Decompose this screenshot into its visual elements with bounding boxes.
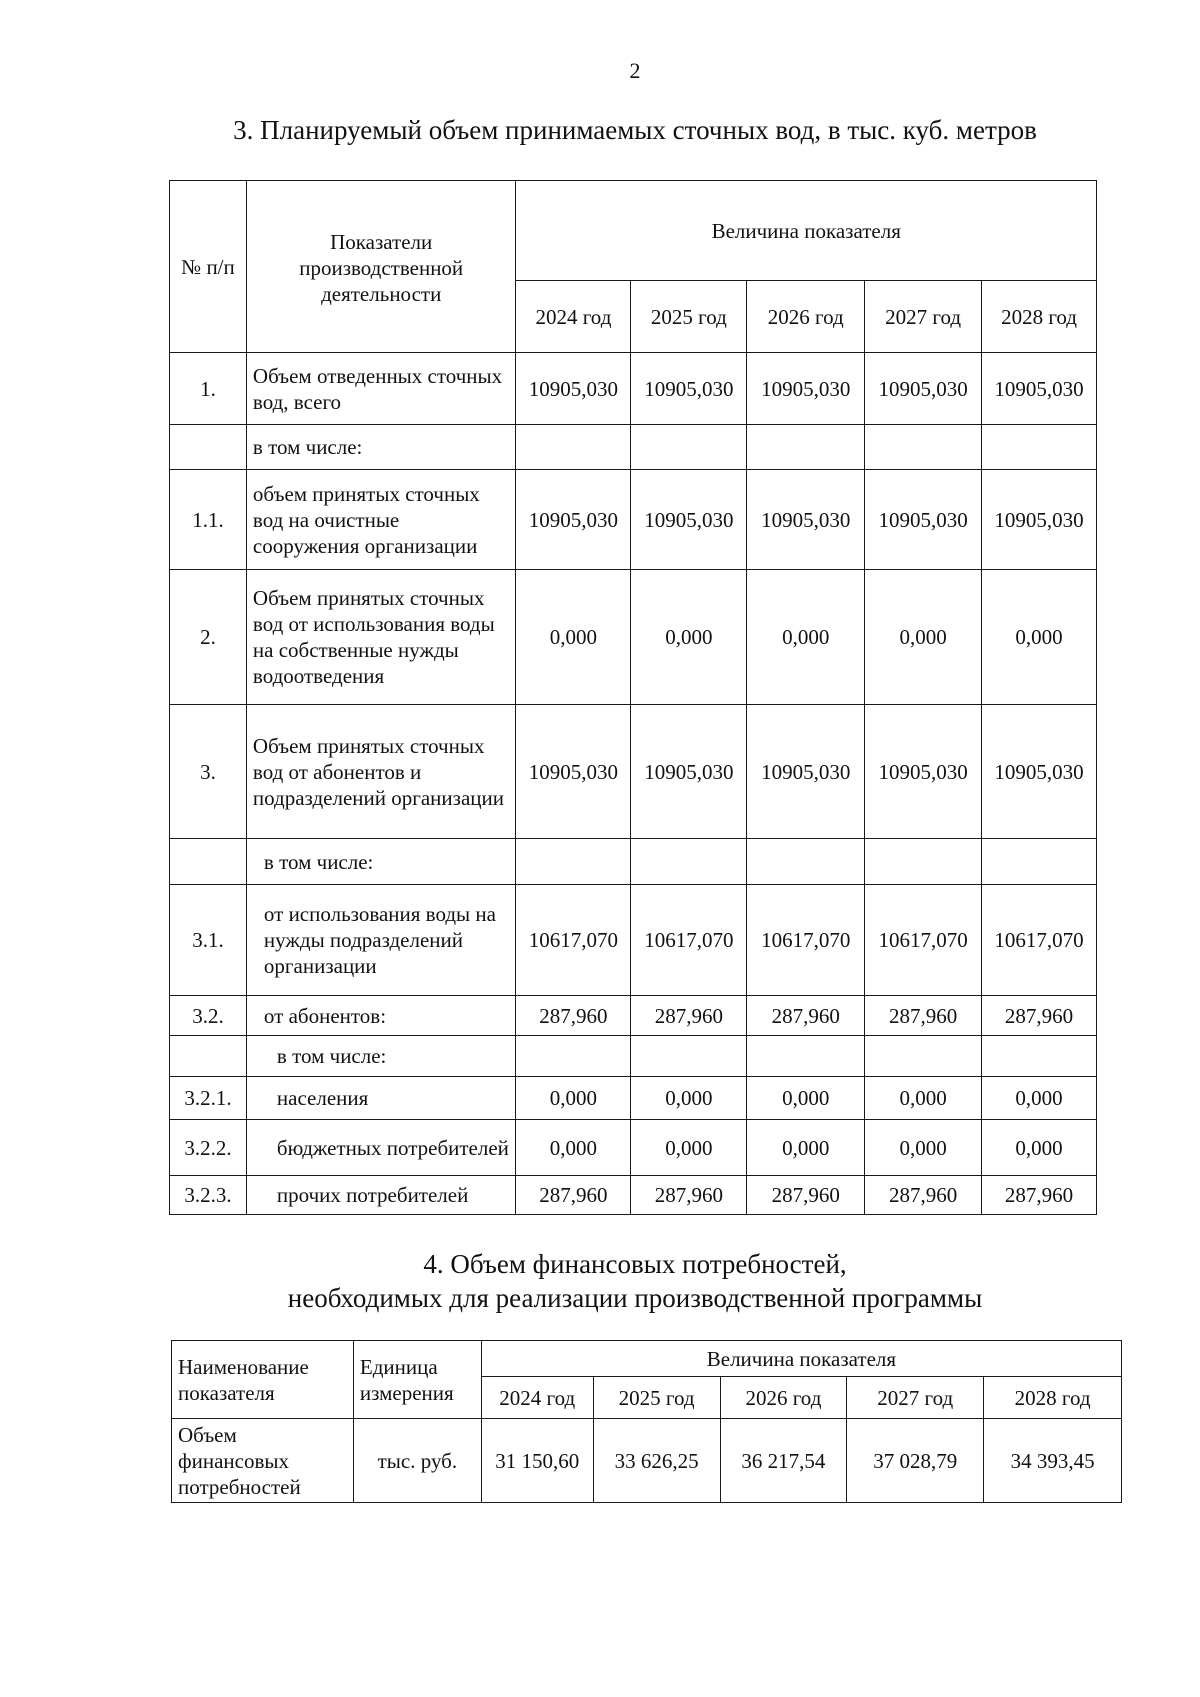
row-value: 10905,030 [747,353,865,425]
row-value: 10905,030 [865,353,982,425]
table-row [170,1036,1097,1077]
row-value: 10905,030 [516,353,631,425]
row-value: 287,960 [516,1176,631,1215]
table-row [170,470,1097,570]
table-row [170,996,1097,1036]
row-value: 0,000 [516,1120,631,1176]
row-value [747,839,865,885]
section-4-title-line2: необходимых для реализации производственной программы [287,1283,983,1313]
row-value [516,839,631,885]
row-label: населения [246,1077,516,1120]
table-row [172,1419,1122,1503]
header-year: 2025 год [631,281,747,353]
row-value: 10905,030 [982,705,1097,839]
row-value [865,425,982,470]
header-unit: Единица измерения [353,1341,481,1419]
section-4-title-line1: 4. Объем финансовых потребностей, [423,1249,847,1279]
row-value [516,425,631,470]
header-value-group: Величина показателя [516,181,1097,281]
row-value: 0,000 [631,1077,747,1120]
row-value: 10905,030 [631,353,747,425]
row-value [982,425,1097,470]
row-value [982,839,1097,885]
table-row [170,1120,1097,1176]
row-value [982,1036,1097,1077]
row-value: 287,960 [865,1176,982,1215]
header-year: 2024 год [516,281,631,353]
row-value: 10617,070 [631,885,747,996]
financial-needs-table [171,1340,1122,1503]
row-value: 34 393,45 [984,1419,1122,1503]
row-number [170,425,247,470]
row-value [865,1036,982,1077]
row-number: 2. [170,570,247,705]
row-label: прочих потребителей [246,1176,516,1215]
row-value: 287,960 [747,996,865,1036]
table-row [170,1176,1097,1215]
page-number: 2 [629,58,641,83]
row-value: 287,960 [747,1176,865,1215]
row-label: Объем отведенных сточных вод, всего [246,353,516,425]
row-value: 287,960 [982,1176,1097,1215]
row-value: 287,960 [982,996,1097,1036]
row-value: 287,960 [865,996,982,1036]
table-row [170,353,1097,425]
row-label: от абонентов: [246,996,516,1036]
row-value: 0,000 [747,1077,865,1120]
row-value: 10905,030 [865,705,982,839]
row-value: 287,960 [631,996,747,1036]
row-value [631,425,747,470]
row-value: 10905,030 [631,470,747,570]
header-indicator: Показатели производственной деятельности [246,181,516,353]
row-value: 10617,070 [516,885,631,996]
row-value: 10905,030 [747,470,865,570]
row-value: 0,000 [865,1077,982,1120]
row-value: 10617,070 [865,885,982,996]
table-row [170,705,1097,839]
row-value [747,1036,865,1077]
row-value: 10905,030 [865,470,982,570]
row-number: 3.2. [170,996,247,1036]
wastewater-volume-table [169,180,1097,1215]
row-value: 10905,030 [982,353,1097,425]
row-value: 10905,030 [747,705,865,839]
row-value: 10617,070 [982,885,1097,996]
row-value: 287,960 [631,1176,747,1215]
header-year: 2026 год [747,281,865,353]
row-number [170,839,247,885]
row-label: Объем принятых сточных вод от абонентов и подразделений организации [246,705,516,839]
row-label: Объем финансовых потребностей [172,1419,354,1503]
row-value [747,425,865,470]
header-row [172,1341,1122,1377]
row-value: 10617,070 [747,885,865,996]
row-label: в том числе: [246,839,516,885]
row-value [631,1036,747,1077]
table-row [170,1077,1097,1120]
row-value: 0,000 [982,1077,1097,1120]
header-year: 2024 год [481,1377,593,1419]
section-4-title [0,1247,1200,1315]
section-3-title: 3. Планируемый объем принимаемых сточных вод, в тыс. куб. метров [233,115,1037,145]
header-year: 2025 год [593,1377,720,1419]
header-value-group: Величина показателя [481,1341,1121,1377]
row-value: 0,000 [982,1120,1097,1176]
row-value: 33 626,25 [593,1419,720,1503]
row-value: 10905,030 [982,470,1097,570]
row-number: 3.1. [170,885,247,996]
row-number: 1. [170,353,247,425]
row-value: 0,000 [516,570,631,705]
header-year: 2028 год [984,1377,1122,1419]
table-row [170,425,1097,470]
header-year: 2028 год [982,281,1097,353]
row-value: 10905,030 [516,705,631,839]
row-number: 3.2.1. [170,1077,247,1120]
row-value: 0,000 [865,1120,982,1176]
row-label: в том числе: [246,1036,516,1077]
row-value: 0,000 [631,1120,747,1176]
row-number: 3. [170,705,247,839]
row-label: бюджетных потребителей [246,1120,516,1176]
row-number: 3.2.3. [170,1176,247,1215]
row-value [516,1036,631,1077]
row-value: 0,000 [631,570,747,705]
row-label: от использования воды на нужды подразделений организации [246,885,516,996]
header-year: 2027 год [847,1377,984,1419]
header-row [170,181,1097,281]
row-value: 0,000 [982,570,1097,705]
table-row [170,570,1097,705]
row-value: 0,000 [516,1077,631,1120]
row-value: 10905,030 [516,470,631,570]
row-value: 36 217,54 [720,1419,847,1503]
row-value: 0,000 [747,1120,865,1176]
row-label: Объем принятых сточных вод от использования воды на собственные нужды водоотведения [246,570,516,705]
table-row [170,885,1097,996]
row-value: 287,960 [516,996,631,1036]
header-number: № п/п [170,181,247,353]
row-value: 37 028,79 [847,1419,984,1503]
row-value [631,839,747,885]
row-number [170,1036,247,1077]
row-number: 3.2.2. [170,1120,247,1176]
table-row [170,839,1097,885]
row-unit: тыс. руб. [353,1419,481,1503]
header-year: 2026 год [720,1377,847,1419]
row-number: 1.1. [170,470,247,570]
row-label: в том числе: [246,425,516,470]
row-value: 0,000 [865,570,982,705]
header-name: Наименование показателя [172,1341,354,1419]
header-year: 2027 год [865,281,982,353]
row-value: 10905,030 [631,705,747,839]
row-value [865,839,982,885]
row-label: объем принятых сточных вод на очистные сооружения организации [246,470,516,570]
row-value: 31 150,60 [481,1419,593,1503]
row-value: 0,000 [747,570,865,705]
